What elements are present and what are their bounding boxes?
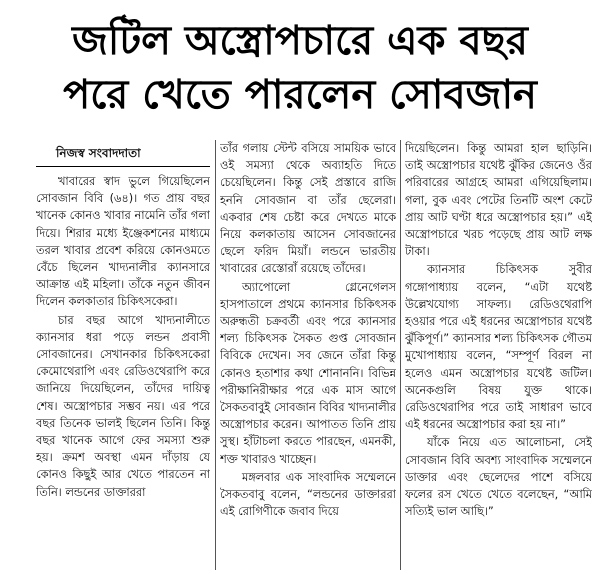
column-divider xyxy=(400,140,401,570)
headline-line-2: পরে খেতে পারলেন সোবজান xyxy=(63,72,537,118)
byline: নিজস্ব সংবাদদাতা xyxy=(36,140,210,167)
article-paragraph: চার বছর আগে খাদ্যনালীতে ক্যানসার ধরা পড়ে লন্ডন প্রবাসী সোবজানের। সেখানকার চিকিৎসকেরা কেমোথেরাপি এবং রেডিওথেরাপি করে জানিয়ে দিয়েছিলেন, তাঁদের দায়িত্ব শেষ। অস্ত্রোপচার সম্ভব নয়। এর পরে বছর তিনেক ভালই ছিলেন তিনি। কিন্তু বছর খানেক আগে ফের সমস্যা শুরু হয়। ক্রমশ অবস্থা এমন দাঁড়ায় যে কোনও কিছুই আর খেতে পারতেন না তিনি। লন্ডনের ডাক্তাররা xyxy=(36,313,210,499)
article-column-1 xyxy=(36,140,210,570)
headline-line-1: জটিল অস্ত্রোপচারে এক বছর xyxy=(72,18,528,64)
article-paragraph: ক্যানসার চিকিৎসক সুবীর গঙ্গোপাধ্যায় বলেন, “এটা যথেষ্ট উল্লেখযোগ্য সাফল্য। রেডিওথেরাপি হওয়ার পরে এই ধরনের অস্ত্রোপচার যথেষ্ট ঝুঁকিপূর্ণ।” ক্যানসার শল্য চিকিৎসক গৌতম মুখোপাধ্যায় বলেন, “সম্পূর্ণ বিরল না হলেও এমন অস্ত্রোপচার যথেষ্ট জটিল। অনেকগুলি বিষয় যুক্ত থাকে। রেডিওথেরাপির পরে তাই সাধারণ ভাবে এই ধরনের অস্ত্রোপচার করা হয় না।” xyxy=(405,263,592,432)
article-paragraph: যাঁকে নিয়ে এত আলোচনা, সেই সোবজান বিবি অবশ্য সাংবাদিক সম্মেলনে ডাক্তার এবং ছেলেদের পাশে বসিয়ে ফলের রস খেতে খেতে বলেছেন, “আমি সত্যিই ভাল আছি।” xyxy=(405,436,592,519)
article-column-2 xyxy=(220,140,396,570)
article-paragraph: মঙ্গলবার এক সাংবাদিক সম্মেলনে সৈকতবাবু বলেন, “লন্ডনের ডাক্তাররা এই রোগিণীকে জবাব দিয়ে xyxy=(220,470,396,519)
article-paragraph: দিয়েছিলেন। কিন্তু আমরা হাল ছাড়িনি। তাই অস্ত্রোপচার যথেষ্ট ঝুঁকির জেনেও ওঁর পরিবারের আগ্রহে আমরা এগিয়েছিলাম। গলা, বুক এবং পেটের তিনটি অংশ কেটে প্রায় আট ঘণ্টা ধরে অস্ত্রোপচার হয়।” এই অস্ত্রোপচারে খরচ পড়েছে প্রায় আট লক্ষ টাকা। xyxy=(405,142,592,259)
article-paragraph: তাঁর গলায় স্টেন্ট বসিয়ে সাময়িক ভাবে ওই সমস্যা থেকে অব্যাহতি দিতে চেয়েছিলেন। কিন্তু সেই প্রস্তাবে রাজি হননি সোবজান বা তাঁর ছেলেরা। একবার শেষ চেষ্টা করে দেখতে মাকে নিয়ে কলকাতায় আসেন সোবজানের ছেলে ফরিদ মিয়াঁ। লন্ডনে ভারতীয় খাবারের রেস্তোরাঁ রয়েছে তাঁদের। xyxy=(220,142,396,276)
article-paragraph: খাবারের স্বাদ ভুলে গিয়েছিলেন সোবজান বিবি (৬৪)। গত প্রায় বছর খানেক কোনও খাবার নামেনি তাঁর গলা দিয়ে। শিরার মধ্যে ইঞ্জেকশনের মাধ্যমে তরল খাবার প্রবেশ করিয়ে কোনওমতে বেঁচে ছিলেন খাদ্যনালীর ক্যানসারে আক্রান্ত এই মহিলা। তাঁকে নতুন জীবন দিলেন কলকাতার চিকিৎসকেরা। xyxy=(36,175,210,309)
article-body xyxy=(36,140,592,570)
article-paragraph: অ্যাপোলো গ্লেনেগেলস হাসপাতালে প্রথমে ক্যানসার চিকিৎসক অরুন্ধতী চক্রবর্তী এবং পরে ক্যানসার শল্য চিকিৎসক সৈকত গুপ্ত সোবজান বিবিকে দেখেন। সব জেনে তাঁরা কিন্তু কোনও হতাশার কথা শোনাননি। বিভিন্ন পরীক্ষানিরীক্ষার পরে এক মাস আগে সৈকতবাবুই সোবজান বিবির খাদ্যনালীর অস্ত্রোপচার করেন। আপাতত তিনি প্রায় সুস্থ। হাঁটাচলা করতে পারছেন, এমনকী, শক্ত খাবারও খাচ্ছেন। xyxy=(220,280,396,466)
column-divider xyxy=(215,140,216,570)
headline xyxy=(0,14,600,122)
article-column-3 xyxy=(405,140,592,570)
